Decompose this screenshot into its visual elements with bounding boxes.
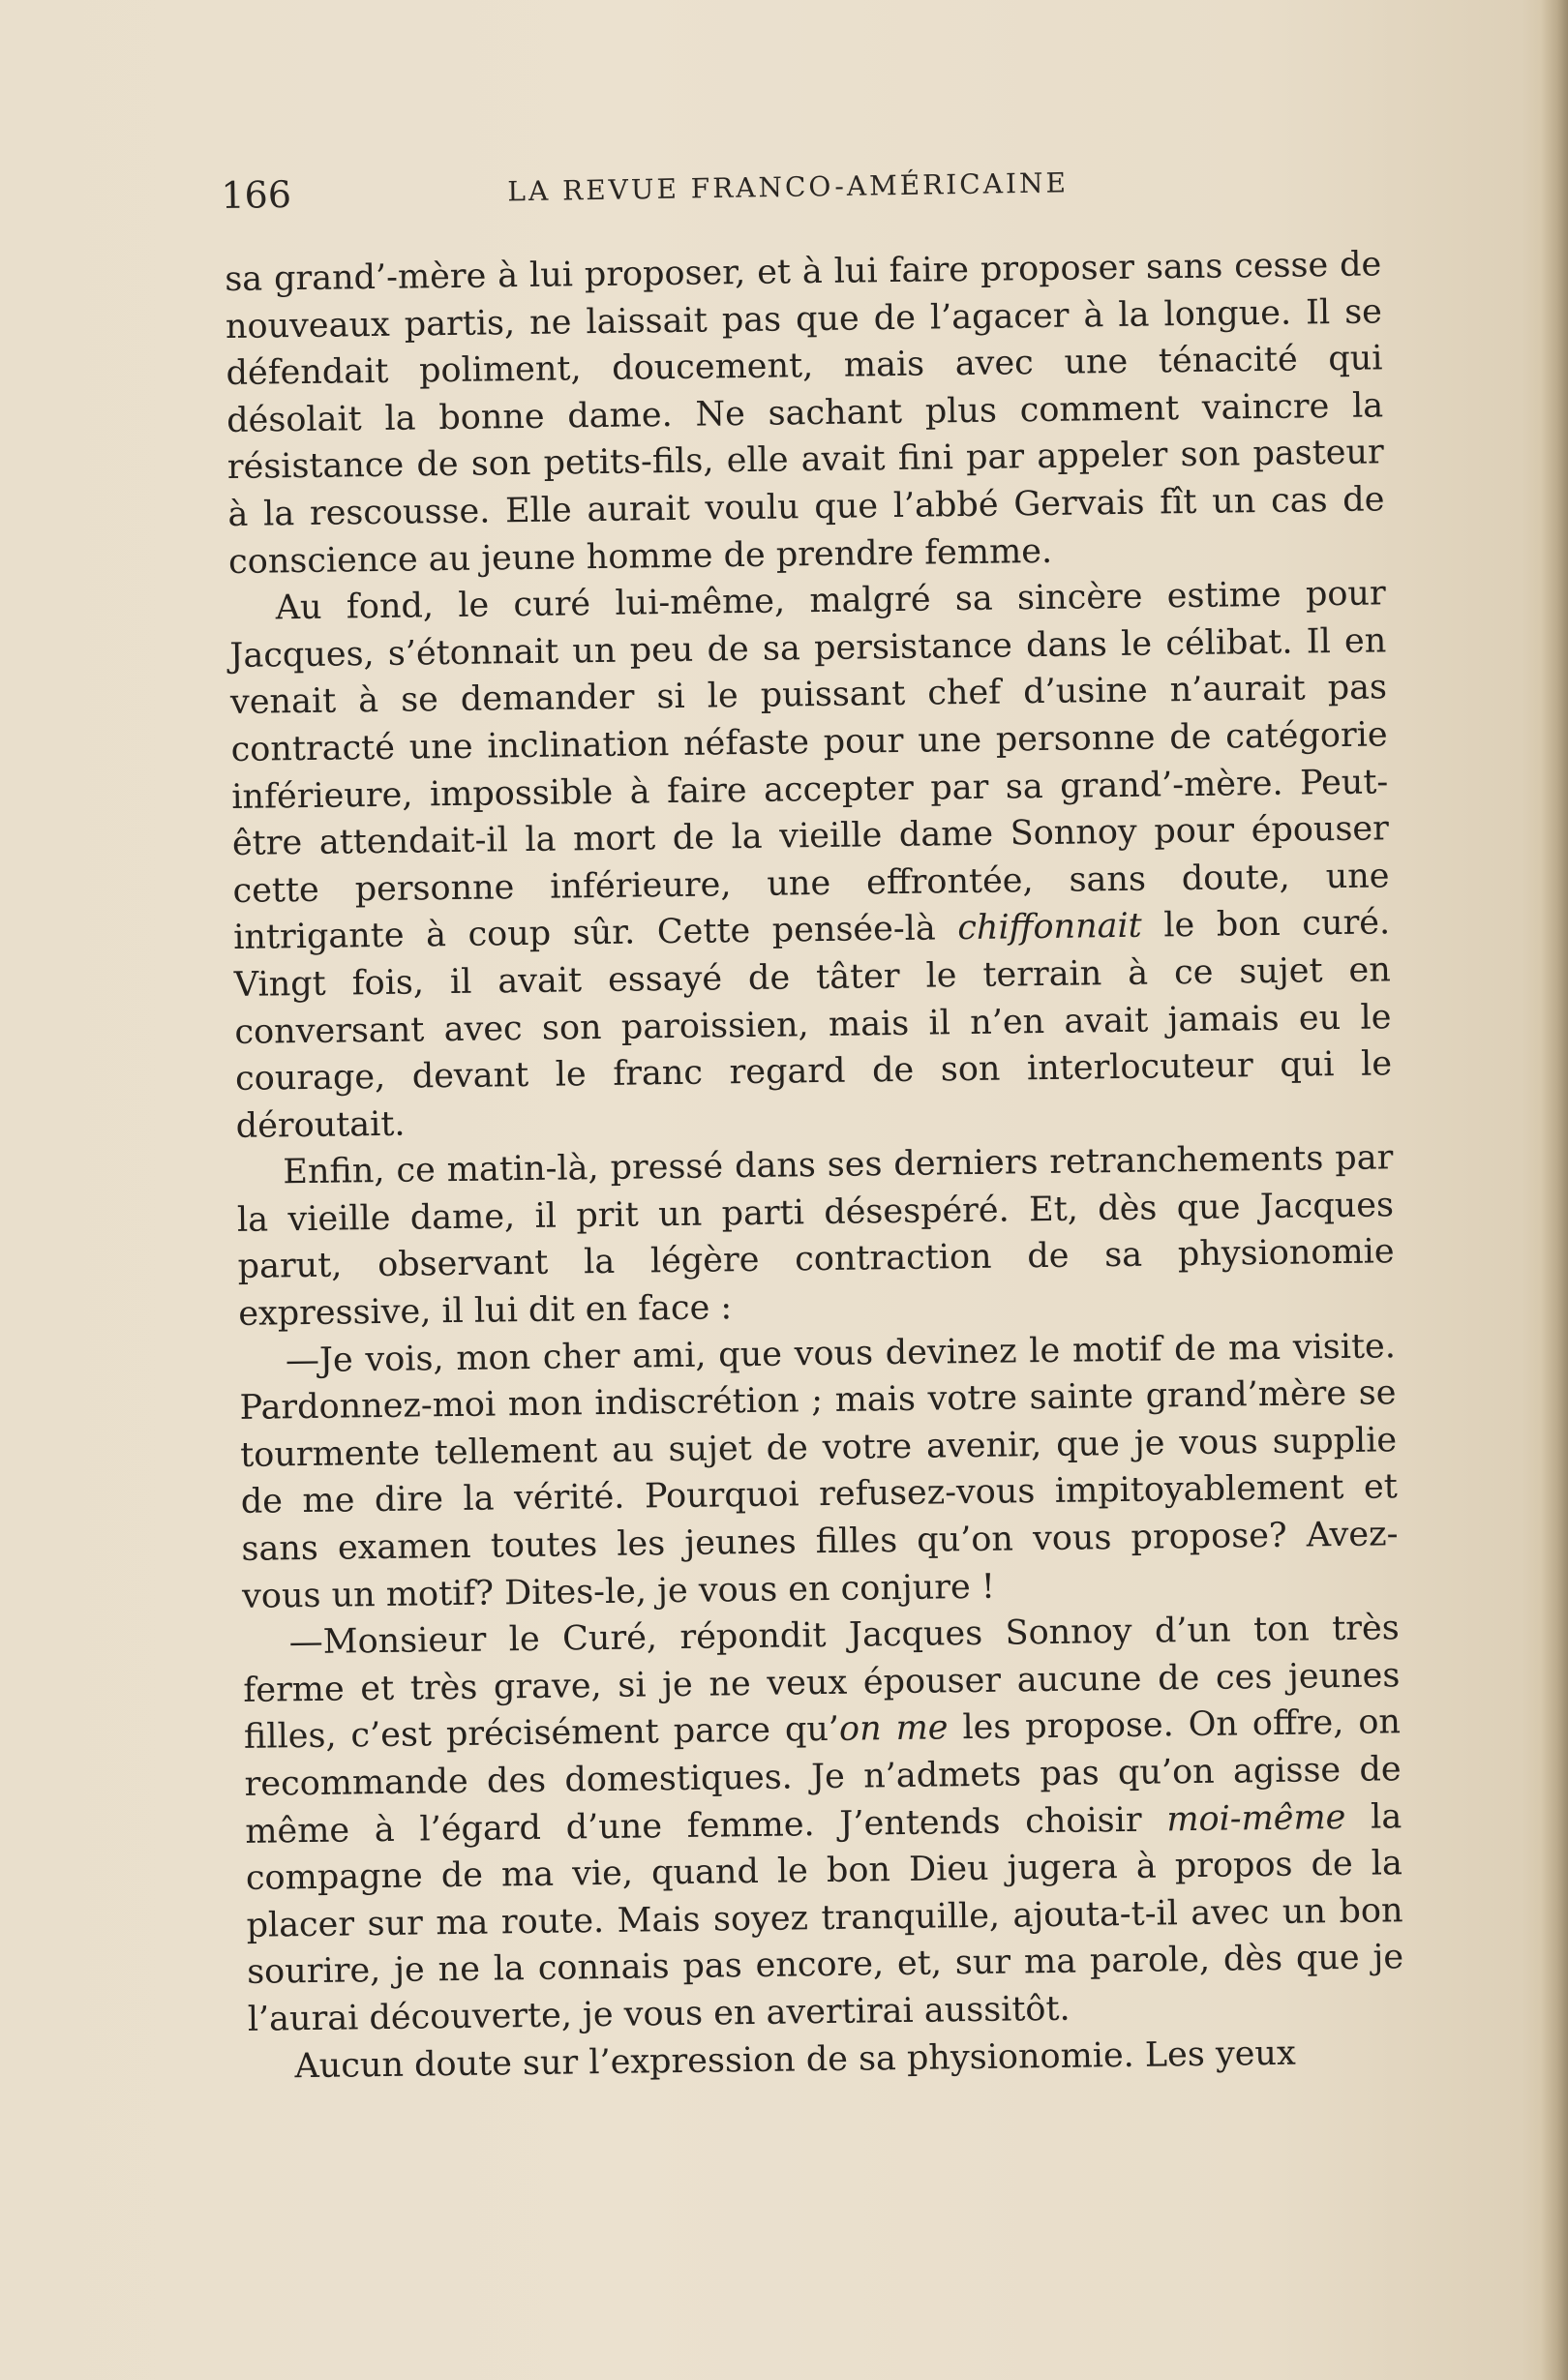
paragraph-2 <box>228 570 1393 1150</box>
paragraph-3 <box>236 1135 1395 1339</box>
paragraph-1 <box>225 241 1385 586</box>
paragraph-3-text: Enfin, ce matin-là, pressé dans ses derniers retranchements par la vieille dame, il prit un parti désespéré. Et, dès que Jacques parut, observant la légère contraction de sa physionomie expressive, il lui dit en face : <box>236 1138 1395 1334</box>
paragraph-5-text-b: les propose. On offre, on recommande des domestiques. Je n’admets pas qu’on agisse de même à l’égard d’une femme. J’entends choisir <box>244 1702 1402 1852</box>
paragraph-4 <box>239 1323 1400 1620</box>
paragraph-5 <box>242 1605 1404 2043</box>
paragraph-2-text-b: le bon curé. Vingt fois, il avait essayé de tâter le terrain à ce sujet en conversant avec son paroissien, mais il n’en avait jamais eu le courage, devant le franc regard de son interlocuteur qui le déroutait. <box>233 903 1393 1146</box>
paragraph-6-text: Aucun doute sur l’expression de sa physionomie. Les yeux <box>294 2034 1296 2086</box>
paragraph-5-text-a: —Monsieur le Curé, répondit Jacques Sonnoy d’un ton très ferme et très grave, si je ne veux épouser aucune de ces jeunes filles, c’est précisément parce qu’ <box>243 1609 1401 1758</box>
paragraph-2-italic-chiffonnait: chiffonnait <box>957 906 1142 949</box>
running-title: LA REVUE FRANCO-AMÉRICAINE <box>507 166 1070 208</box>
paragraph-5-italic-moi-meme: moi-même <box>1166 1797 1346 1839</box>
page-header <box>221 157 1093 228</box>
page-edge-shadow <box>1541 0 1568 2380</box>
paragraph-4-text: —Je vois, mon cher ami, que vous devinez le motif de ma visite. Pardonnez-moi mon indiscrétion ; mais votre sainte grand’mère se tourmente tellement au sujet de votre avenir, que je vous supplie de me dire la vérité. Pourquoi refusez-vous impitoyablement et sans examen toutes les jeunes filles qu’on vous propose? Avez-vous un motif? Dites-le, je vous en conjure ! <box>239 1326 1399 1616</box>
paragraph-1-text: sa grand’-mère à lui proposer, et à lui faire proposer sans cesse de nouveaux partis, ne laissait pas que de l’agacer à la longue. Il se défendait poliment, doucement, mais avec une ténacité qui désolait la bonne dame. Ne sachant plus comment vaincre la résistance de son petits-fils, elle avait fini par appeler son pasteur à la rescousse. Elle aurait voulu que l’abbé Gervais fît un cas de conscience au jeune homme de prendre femme. <box>225 245 1385 582</box>
body-text <box>225 241 1405 2091</box>
paragraph-5-text-c: la compagne de ma vie, quand le bon Dieu jugera à propos de la placer sur ma route. Mais soyez tranquille, ajouta-t-il avec un bon sourire, je ne la connais pas encore, et, sur ma parole, dès que je l’aurai découverte, je vous en avertirai aussitôt. <box>245 1796 1404 2039</box>
paragraph-5-italic-on-me: on me <box>838 1708 949 1750</box>
paragraph-2-text-a: Au fond, le curé lui-même, malgré sa sincère estime pour Jacques, s’étonnait un peu de sa persistance dans le célibat. Il en venait à se demander si le puissant chef d’usine n’aurait pas contracté une inclination néfaste pour une personne de catégorie inférieure, impossible à faire accepter par sa grand’-mère. Peut-être attendait-il la mort de la vieille dame Sonnoy pour épouser cette personne inférieure, une effrontée, sans doute, une intrigante à coup sûr. Cette pensée-là <box>229 574 1390 958</box>
page-number: 166 <box>221 172 292 217</box>
